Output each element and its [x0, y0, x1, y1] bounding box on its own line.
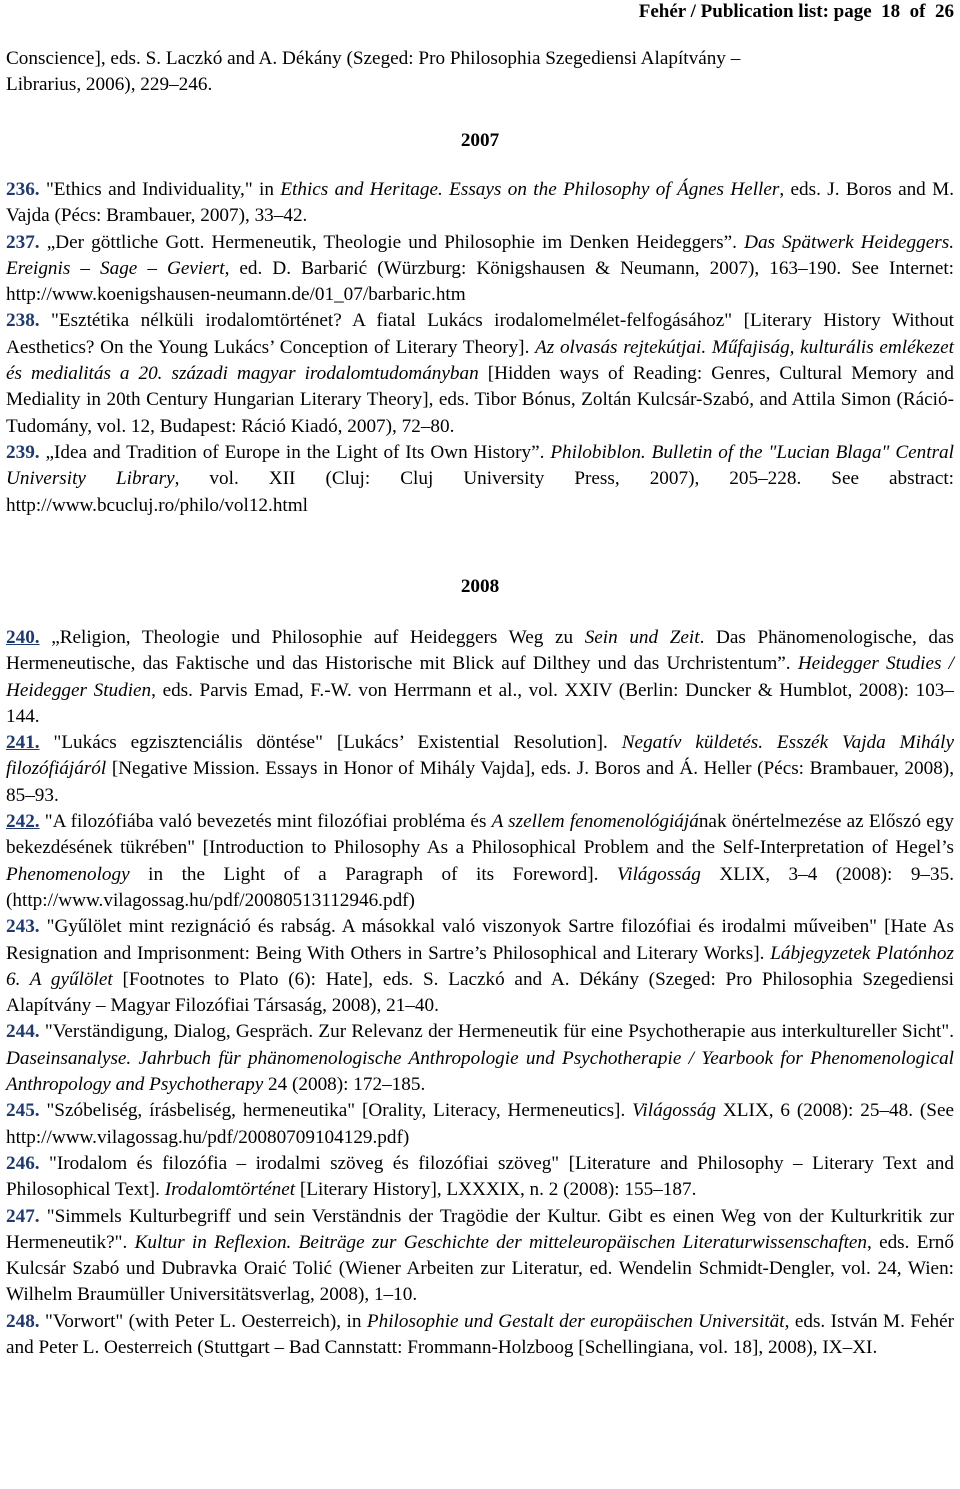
entry-text: XLIX, 3–4 (2008): 9–35. (http://www.vilagossag.hu/pdf/20080513112946.pdf) — [6, 863, 954, 911]
continuation-block — [6, 46, 954, 99]
entry-text: "Esztétika nélküli irodalomtörténet? A fiatal Lukács irodalomelmélet-felfogásához" [Literary History Without Aesthetics? On the Young Lukács’ Conception of Literary Theory]. — [6, 310, 954, 358]
entry-237 — [6, 230, 954, 309]
entry-title: A szellem fenomenológiájá — [491, 811, 699, 833]
entry-number: 242. — [6, 811, 40, 833]
entry-title: Daseinsanalyse. Jahrbuch für phänomenologische Anthropologie und Psychotherapie / Yearbook for Phenomenological Anthropology and Psychotherapy — [6, 1047, 954, 1096]
entry-text: 24 (2008): 172–185. — [263, 1074, 426, 1096]
entry-text: "Irodalom és filozófia – irodalmi szöveg és filozófiai szöveg" [Literature and Philosophy – Literary Text and Philosophical Text]. — [6, 1152, 954, 1201]
entry-text: "Ethics and Individuality," in — [39, 179, 281, 200]
entry-title: Philobiblon. Bulletin of the "Lucian Blaga" Central University Library — [6, 441, 954, 490]
entry-text: „Idea and Tradition of Europe in the Light of Its Own History”. — [39, 441, 551, 463]
entry-text: in the Light of a Paragraph of its Foreword]. — [129, 863, 617, 885]
continuation-line-1: Conscience], eds. S. Laczkó and A. Dékány (Szeged: Pro Philosophia Szegediensi Alapítvány – — [6, 48, 741, 69]
entry-number: 245. — [6, 1100, 40, 1122]
entry-text: [Footnotes to Plato (6): Hate], eds. S. Laczkó and A. Dékány (Szeged: Pro Philosophia Szegediensi Alapítvány – Magyar Filozófiai Társaság, 2008), 21–40. — [6, 968, 954, 1017]
entry-text: XLIX, 6 (2008): 25–48. (See http://www.vilagossag.hu/pdf/20080709104129.pdf) — [6, 1100, 955, 1148]
entry-number: 236. — [6, 179, 40, 200]
entries-2007 — [6, 177, 954, 519]
entry-number: 246. — [6, 1152, 40, 1174]
entry-text: "Simmels Kulturbegriff und sein Verständnis der Tragödie der Kultur. Gibt es einen Weg von der Kulturkritik zur Hermeneutik?". — [6, 1205, 954, 1253]
entry-text: , eds. Parvis Emad, F.-W. von Herrmann et al., vol. XXIV (Berlin: Duncker & Humblot, 2008): 103–144. — [6, 679, 954, 727]
entry-text: , eds. István M. Fehér and Peter L. Oesterreich (Stuttgart – Bad Cannstatt: Frommann-Holzboog [Schellingiana, vol. 18], 2008), IX–XI. — [6, 1310, 955, 1359]
entry-243 — [6, 914, 954, 1019]
entry-number: 237. — [6, 231, 40, 253]
entry-246 — [6, 1151, 954, 1204]
entry-title: Az olvasás rejtekútjai. Műfajiság, kulturális emlékezet és medialitás a 20. századi magyar irodalomtudományban — [6, 336, 954, 385]
entry-title: Heidegger Studies / Heidegger Studien — [6, 653, 954, 701]
entry-number: 244. — [6, 1021, 40, 1043]
entry-title: Világosság — [632, 1100, 717, 1122]
entry-241 — [6, 730, 954, 809]
entry-number: 238. — [6, 310, 40, 332]
entry-242 — [6, 809, 954, 914]
entry-number: 247. — [6, 1205, 40, 1227]
entry-text: "Szóbeliség, írásbeliség, hermeneutika" [Orality, Literacy, Hermeneutics]. — [39, 1100, 633, 1122]
entry-244 — [6, 1019, 954, 1098]
entry-number: 248. — [6, 1310, 40, 1332]
entries-2008 — [6, 625, 954, 1361]
entry-title: Világosság — [616, 863, 701, 885]
entry-title: Das Spätwerk Heideggers. Ereignis – Sage – Geviert — [6, 231, 954, 279]
entry-text: „Religion, Theologie und Philosophie auf Heideggers Weg zu — [39, 627, 585, 648]
entry-text: , vol. XII (Cluj: Cluj University Press, 2007), 205–228. See abstract: http://www.bcucluj.ro/philo/vol12.html — [6, 468, 954, 516]
entry-240 — [6, 625, 954, 730]
entry-title: Ethics and Heritage. Essays on the Philosophy of Ágnes Heller — [280, 179, 780, 200]
entry-text: , ed. D. Barbarić (Würzburg: Königshausen & Neumann, 2007), 163–190. See Internet: http://www.koenigshausen-neumann.de/01_07/barbaric.htm — [6, 257, 954, 306]
entry-239 — [6, 440, 954, 519]
entry-245 — [6, 1098, 954, 1151]
entry-text: [Hidden ways of Reading: Genres, Cultural Memory and Mediality in 20th Century Hungarian Literary Theory], eds. Tibor Bónus, Zoltán Kulcsár-Szabó, and Attila Simon (Ráció-Tudomány, vol. 12, Budapest: Ráció Kiadó, 2007), 72–80. — [6, 363, 955, 437]
entry-236 — [6, 177, 954, 230]
entry-text: „Der göttliche Gott. Hermeneutik, Theologie und Philosophie im Denken Heideggers”. — [39, 231, 745, 253]
entry-text: , eds. Ernő Kulcsár Szabó und Dubravka Oraić Tolić (Wiener Arbeiten zur Literatur, ed. Wendelin Schmidt-Dengler, vol. 24, Wien: Wilhelm Braumüller Universitätsverlag, 2008), 1–10. — [6, 1231, 954, 1306]
entry-number: 239. — [6, 441, 40, 463]
entry-248 — [6, 1309, 954, 1362]
entry-title: Sein und Zeit — [584, 627, 700, 648]
entry-238 — [6, 308, 954, 439]
entry-title: Irodalomtörténet — [164, 1179, 296, 1201]
entry-text: "A filozófiába való bevezetés mint filozófiai probléma és — [39, 811, 492, 833]
entry-text: "Gyűlölet mint rezignáció és rabság. A másokkal való viszonyok Sartre filozófiai és irodalmi műveiben" [Hate As Resignation and Imprisonment: Being With Others in Sartre’s Philosophical and Literary Works]. — [6, 916, 954, 964]
continuation-line-2: Librarius, 2006), 229–246. — [6, 74, 213, 96]
entry-number: 243. — [6, 916, 40, 938]
entry-title: Kultur in Reflexion. Beiträge zur Geschichte der mitteleuropäischen Literaturwissenschaften — [134, 1231, 868, 1253]
entry-text: "Vorwort" (with Peter L. Oesterreich), in — [39, 1310, 367, 1332]
entry-text: , eds. J. Boros and M. Vajda (Pécs: Brambauer, 2007), 33–42. — [6, 179, 954, 227]
year-heading-2008: 2008 — [460, 576, 500, 597]
entry-number: 241. — [6, 732, 40, 754]
year-heading-2007: 2007 — [460, 130, 500, 151]
entry-247 — [6, 1204, 954, 1309]
entry-text: . Das Phänomenologische, das Hermeneutische, das Faktische und das Historische mit Blick auf Dilthey und das Urchristentum”. — [6, 627, 954, 675]
entry-text: "Verständigung, Dialog, Gespräch. Zur Relevanz der Hermeneutik für eine Psychotherapie aus interkultureller Sicht". — [39, 1021, 954, 1043]
entry-text: "Lukács egzisztenciális döntése" [Lukács’ Existential Resolution]. — [39, 732, 622, 754]
entry-text: nak önértelmezése az Előszó egy bekezdésének tükrében" [Introduction to Philosophy As a Philosophical Problem and the Self-Interpretation of Hegel’s — [6, 811, 954, 859]
entry-title: Lábjegyzetek Platónhoz 6. A gyűlölet — [6, 942, 954, 990]
entry-title: Negatív küldetés. Esszék Vajda Mihály filozófiájáról — [6, 732, 954, 780]
entry-title: Phenomenology — [6, 863, 130, 885]
entry-number: 240. — [6, 627, 40, 648]
entry-text: [Literary History], LXXXIX, n. 2 (2008): 155–187. — [295, 1179, 697, 1201]
page-header: Fehér / Publication list: page 18 of 26 — [638, 1, 954, 22]
entry-text: [Negative Mission. Essays in Honor of Mihály Vajda], eds. J. Boros and Á. Heller (Pécs: Brambauer, 2008), 85–93. — [6, 758, 954, 806]
entry-title: Philosophie und Gestalt der europäischen Universität — [366, 1310, 785, 1332]
